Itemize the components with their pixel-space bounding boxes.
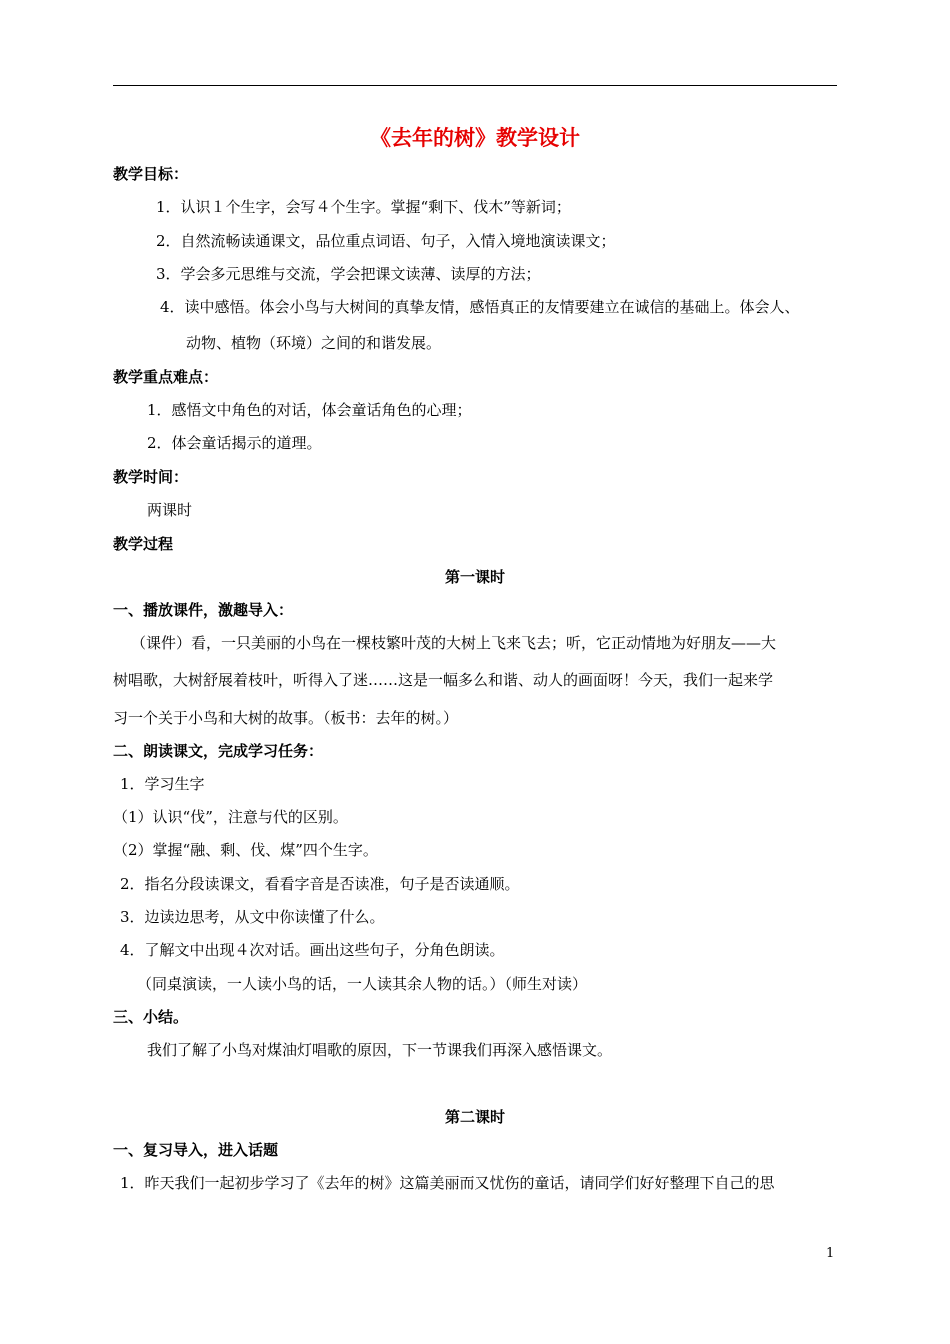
lesson1-section2-line-5: 3．边读边思考，从文中你读懂了什么。 — [120, 908, 385, 926]
page-number: 1 — [826, 1246, 835, 1261]
lesson1-section1-heading: 一、播放课件，激趣导入： — [113, 601, 294, 619]
lesson1-section3-heading: 三、小结。 — [113, 1008, 189, 1026]
lesson2-section1-line-1: 1．昨天我们一起初步学习了《去年的树》这篇美丽而又忧伤的童话，请同学们好好整理下自己的思 — [120, 1174, 775, 1192]
lesson1-section2-line-6: 4．了解文中出现４次对话。画出这些句子，分角色朗读。 — [120, 941, 505, 959]
lesson2-heading: 第二课时 — [444, 1108, 505, 1126]
objective-item-4-continued: 动物、植物（环境）之间的和谐发展。 — [186, 334, 442, 352]
process-heading: 教学过程 — [113, 535, 174, 553]
objective-item-1: 1．认识１个生字，会写４个生字。掌握“剩下、伐木”等新词； — [156, 198, 571, 216]
header-rule — [113, 85, 837, 86]
lesson1-heading: 第一课时 — [444, 568, 505, 586]
key-point-item-2: 2．体会童话揭示的道理。 — [147, 434, 322, 452]
time-value: 两课时 — [147, 501, 193, 519]
key-points-heading: 教学重点难点： — [113, 368, 219, 386]
lesson1-section3-text: 我们了解了小鸟对煤油灯唱歌的原因，下一节课我们再深入感悟课文。 — [147, 1041, 613, 1059]
lesson1-section2-line-7: （同桌演读，一人读小鸟的话，一人读其余人物的话。）（师生对读） — [137, 975, 588, 993]
lesson1-section2-line-4: 2．指名分段读课文，看看字音是否读准，句子是否读通顺。 — [120, 875, 520, 893]
lesson1-section1-line-1: （课件）看，一只美丽的小鸟在一棵枝繁叶茂的大树上飞来飞去；听，它正动情地为好朋友——大 — [131, 634, 777, 652]
document-title: 《去年的树》教学设计 — [370, 125, 580, 150]
time-heading: 教学时间： — [113, 468, 189, 486]
objectives-heading: 教学目标： — [113, 165, 189, 183]
lesson1-section2-heading: 二、朗读课文，完成学习任务： — [113, 742, 324, 760]
lesson1-section1-line-3: 习一个关于小鸟和大树的故事。（板书：去年的树。） — [113, 709, 459, 727]
objective-item-3: 3．学会多元思维与交流，学会把课文读薄、读厚的方法； — [156, 265, 541, 283]
lesson1-section2-line-1: 1．学习生字 — [120, 775, 205, 793]
lesson2-section1-heading: 一、复习导入，进入话题 — [113, 1141, 279, 1159]
lesson1-section2-line-2: （1）认识“伐”，注意与代的区别。 — [113, 808, 348, 826]
objective-item-4: 4．读中感悟。体会小鸟与大树间的真挚友情，感悟真正的友情要建立在诚信的基础上。体会人、 — [160, 298, 800, 316]
lesson1-section1-line-2: 树唱歌，大树舒展着枝叶，听得入了迷……这是一幅多么和谐、动人的画面呀！今天，我们一起来学 — [113, 671, 774, 689]
lesson1-section2-line-3: （2）掌握“融、剩、伐、煤”四个生字。 — [113, 841, 378, 859]
key-point-item-1: 1．感悟文中角色的对话，体会童话角色的心理； — [147, 401, 472, 419]
objective-item-2: 2．自然流畅读通课文，品位重点词语、句子，入情入境地演读课文； — [156, 232, 616, 250]
